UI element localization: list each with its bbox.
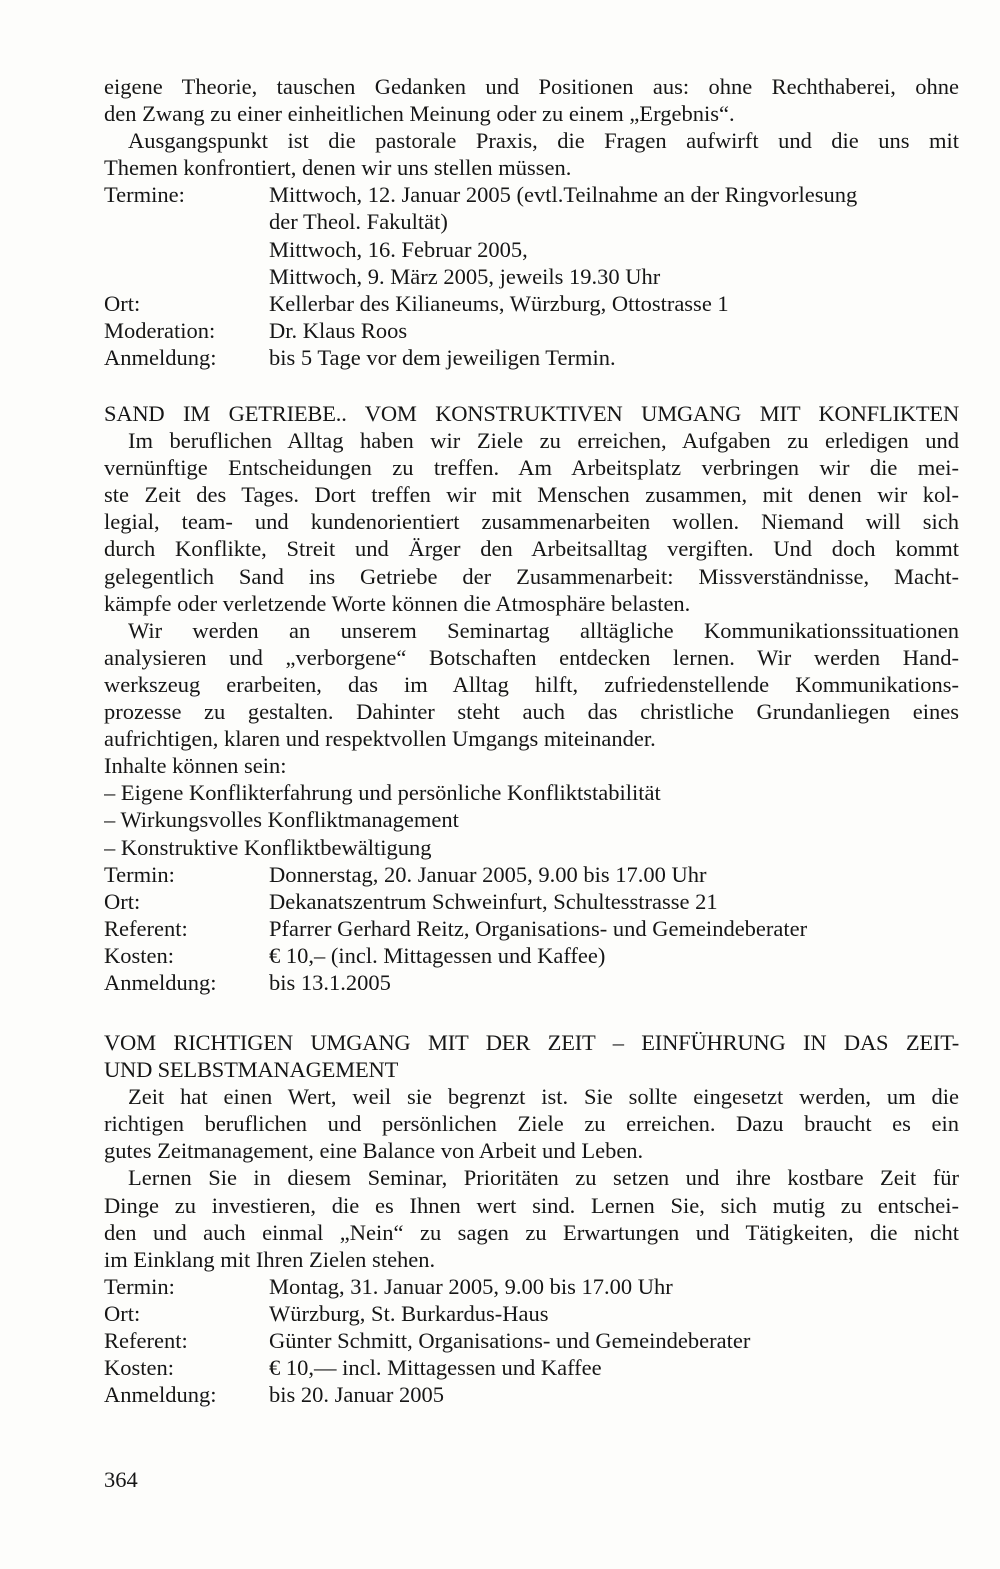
detail-label: Termine: xyxy=(104,182,185,208)
body-line: Dinge zu investieren, die es Ihnen wert sind. Lernen Sie, sich mutig zu entschei- xyxy=(104,1192,959,1218)
detail-row-continuation xyxy=(104,263,959,290)
detail-value: € 10,– (incl. Mittagessen und Kaffee) xyxy=(269,942,606,968)
intro-line: den Zwang zu einer einheitlichen Meinung oder zu einem „Ergebnis“. xyxy=(104,101,735,127)
page-number: 364 xyxy=(104,1467,138,1492)
section-heading-continued: UND SELBSTMANAGEMENT xyxy=(104,1057,399,1083)
section-zeitmanagement xyxy=(104,1029,959,1408)
detail-label: Kosten: xyxy=(104,942,174,968)
detail-label: Termin: xyxy=(104,1273,175,1299)
detail-label: Referent: xyxy=(104,915,188,941)
detail-row-anmeldung xyxy=(104,344,959,371)
body-line: gelegentlich Sand ins Getriebe der Zusammenarbeit: Missverständnisse, Macht- xyxy=(104,563,959,589)
detail-row-ort xyxy=(104,290,959,317)
list-item: – Wirkungsvolles Konfliktmanagement xyxy=(104,807,459,833)
detail-row-termin xyxy=(104,861,959,888)
detail-label: Ort: xyxy=(104,290,141,316)
detail-value: € 10,— incl. Mittagessen und Kaffee xyxy=(269,1355,602,1381)
detail-row-anmeldung xyxy=(104,1381,959,1408)
detail-row-termin xyxy=(104,1273,959,1300)
detail-row-continuation xyxy=(104,208,959,235)
detail-value: Mittwoch, 9. März 2005, jeweils 19.30 Uhr xyxy=(269,263,661,289)
detail-label: Moderation: xyxy=(104,317,216,343)
body-line: analysieren und „verborgene“ Botschaften entdecken lernen. Wir werden Hand- xyxy=(104,644,959,670)
section-konflikte xyxy=(104,400,959,996)
detail-value: bis 13.1.2005 xyxy=(269,969,391,995)
detail-label: Referent: xyxy=(104,1328,188,1354)
detail-row-ort xyxy=(104,888,959,915)
section-heading: VOM RICHTIGEN UMGANG MIT DER ZEIT – EINFÜHRUNG IN DAS ZEIT- xyxy=(104,1030,959,1055)
detail-value: Kellerbar des Kilianeums, Würzburg, Ottostrasse 1 xyxy=(269,290,729,316)
detail-value: Montag, 31. Januar 2005, 9.00 bis 17.00 Uhr xyxy=(269,1273,673,1299)
list-intro: Inhalte können sein: xyxy=(104,753,287,779)
detail-label: Ort: xyxy=(104,1300,141,1326)
detail-label: Anmeldung: xyxy=(104,344,217,370)
detail-value: Dekanatszentrum Schweinfurt, Schultesstrasse 21 xyxy=(269,888,718,914)
body-line: Lernen Sie in diesem Seminar, Prioritäten zu setzen und ihre kostbare Zeit für xyxy=(128,1165,959,1191)
detail-value: Donnerstag, 20. Januar 2005, 9.00 bis 17.00 Uhr xyxy=(269,861,707,887)
detail-label: Ort: xyxy=(104,888,141,914)
detail-value: bis 20. Januar 2005 xyxy=(269,1382,444,1408)
section-heading: SAND IM GETRIEBE.. VOM KONSTRUKTIVEN UMGANG MIT KONFLIKTEN xyxy=(104,401,959,426)
body-line: richtigen beruflichen und persönlichen Ziele zu erreichen. Dazu braucht es ein xyxy=(104,1111,959,1137)
detail-label: Anmeldung: xyxy=(104,1382,217,1408)
body-line: durch Konflikte, Streit und Ärger den Arbeitsalltag vergiften. Und doch kommt xyxy=(104,536,959,562)
detail-row-kosten xyxy=(104,1354,959,1381)
detail-value: Pfarrer Gerhard Reitz, Organisations- und Gemeindeberater xyxy=(269,915,808,941)
detail-value: Mittwoch, 12. Januar 2005 (evtl.Teilnahme an der Ringvorlesung xyxy=(269,182,858,208)
body-line: legial, team- und kundenorientiert zusammenarbeiten wollen. Niemand will sich xyxy=(104,509,959,535)
detail-value: Dr. Klaus Roos xyxy=(269,317,408,343)
body-line: kämpfe oder verletzende Worte können die Atmosphäre belasten. xyxy=(104,590,691,616)
detail-label: Termin: xyxy=(104,861,175,887)
body-line: aufrichtigen, klaren und respektvollen Umgangs miteinander. xyxy=(104,726,656,752)
intro-line: eigene Theorie, tauschen Gedanken und Positionen aus: ohne Rechthaberei, ohne xyxy=(104,74,959,99)
detail-label: Kosten: xyxy=(104,1355,174,1381)
body-line: den und auch einmal „Nein“ zu sagen zu Erwartungen und Tätigkeiten, die nicht xyxy=(104,1219,959,1245)
detail-row-ort xyxy=(104,1300,959,1327)
body-line: werkszeug erarbeiten, das im Alltag hilft, zufriedenstellende Kommunikations- xyxy=(104,671,959,697)
detail-row-referent xyxy=(104,1327,959,1354)
detail-row-termine xyxy=(104,181,959,208)
detail-value: Mittwoch, 16. Februar 2005, xyxy=(269,236,528,262)
body-line: im Einklang mit Ihren Zielen stehen. xyxy=(104,1246,436,1272)
detail-value: bis 5 Tage vor dem jeweiligen Termin. xyxy=(269,344,616,370)
detail-row-continuation xyxy=(104,236,959,263)
body-line: Im beruflichen Alltag haben wir Ziele zu erreichen, Aufgaben zu erledigen und xyxy=(128,428,959,454)
intro-line: Ausgangspunkt ist die pastorale Praxis, die Fragen aufwirft und die uns mit xyxy=(128,128,959,154)
body-line: gutes Zeitmanagement, eine Balance von Arbeit und Leben. xyxy=(104,1138,644,1164)
detail-row-referent xyxy=(104,915,959,942)
body-line: vernünftige Entscheidungen zu treffen. Am Arbeitsplatz verbringen wir die mei- xyxy=(104,455,959,481)
body-line: Zeit hat einen Wert, weil sie begrenzt ist. Sie sollte eingesetzt werden, um die xyxy=(128,1084,959,1110)
detail-label: Anmeldung: xyxy=(104,969,217,995)
detail-value: Günter Schmitt, Organisations- und Gemeindeberater xyxy=(269,1328,751,1354)
list-item: – Konstruktive Konfliktbewältigung xyxy=(104,834,432,860)
intro-line: Themen konfrontiert, denen wir uns stellen müssen. xyxy=(104,155,572,181)
detail-row-moderation xyxy=(104,317,959,344)
detail-row-kosten xyxy=(104,942,959,969)
intro-section xyxy=(104,73,959,371)
detail-value: Würzburg, St. Burkardus-Haus xyxy=(269,1300,549,1326)
body-line: ste Zeit des Tages. Dort treffen wir mit Menschen zusammen, mit denen wir kol- xyxy=(104,482,959,508)
list-item: – Eigene Konflikterfahrung und persönliche Konfliktstabilität xyxy=(104,780,661,806)
detail-row-anmeldung xyxy=(104,969,959,996)
body-line: prozesse zu gestalten. Dahinter steht auch das christliche Grundanliegen eines xyxy=(104,699,959,725)
detail-value: der Theol. Fakultät) xyxy=(269,209,448,235)
body-line: Wir werden an unserem Seminartag alltägliche Kommunikationssituationen xyxy=(128,617,959,643)
